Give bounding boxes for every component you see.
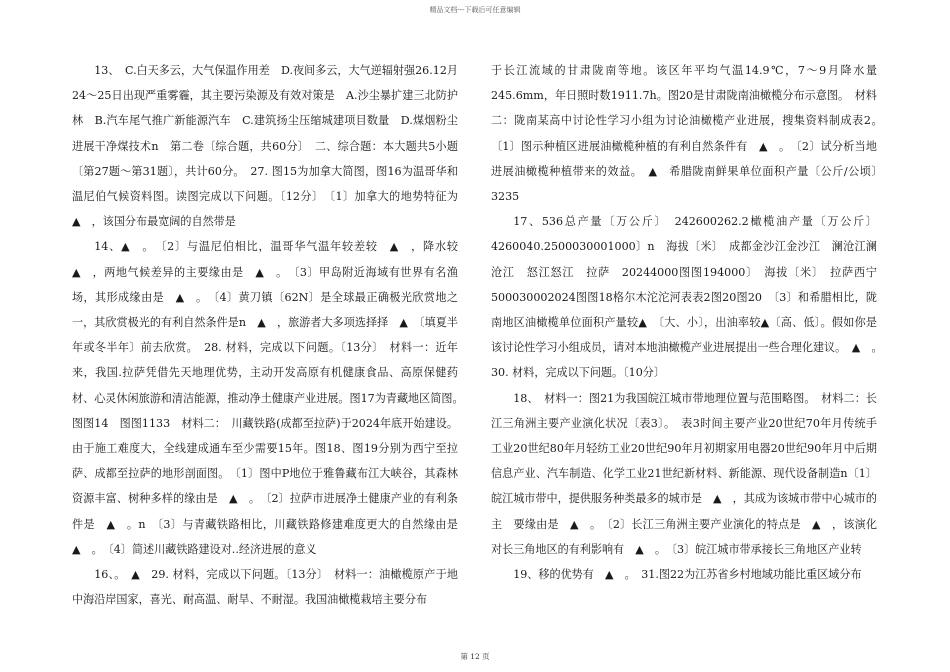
paragraph-q14: 14、▲ 。 〔2〕与温尼伯相比，温哥华气温年较差较 ▲ ，降水较 ▲ ，两地气候差异的主要缘由是 ▲ 。 〔3〕甲岛附近海域有世界有名渔场，其形成缘由是 ▲ 。 〔4〕黄刀镇〔62N〕是全球最正确极光欣赏地之一，其欣赏极光的有利自然条件是n ▲ ，旅游者大多项选择择 ▲ 〔填夏半年或冬半年〕前去欣赏。 28. 材料，完成以下问题。〔13分〕 材料一：近年来，我国.拉萨凭借先天地理优势，主动开发高原有机健康食品、高原保健药材、心灵休闲旅游和清洁能源，推动净土健康产业进展。图17为青藏地区简图。 图图14 图图1133 材料二： 川藏铁路(成都至拉萨)于2024年底开始建设。由于施工难度大，全线建成通车至少需要15年。图18、图19分别为西宁至拉萨、成都至拉萨的地形剖面图。 〔1〕图中P地位于雅鲁藏布江大峡谷，其森林资源丰富、树种多样的缘由是 ▲ 。 〔2〕拉萨市进展净土健康产业的有利条件是 ▲ 。n 〔3〕与青藏铁路相比，川藏铁路修建难度更大的自然缘由是 ▲ 。 〔4〕简述川藏铁路建设对..经济进展的意义 [72, 240, 470, 556]
page-footer: 第 12 页 [460, 652, 490, 661]
paragraph-q17: 17、536总产量〔万公斤〕 242600262.2橄榄油产量〔万公斤〕4260040.2500030001000〕n 海拔〔米〕 成都金沙江金沙江 澜沧江澜沧江 怒江怒江 拉萨 20244000图图194000〕 海拔〔米〕 拉萨西宁500030002024图图18格尔木沱沱河表表2图20图20 〔3〕和希腊相比，陇南地区油橄榄单位面积产量较▲ 〔大、小〕，出油率较▲〔高、低〕。假如你是该讨论性学习小组成员，请对本地油橄榄产业进展提出一些合理化建议。 ▲ 。 30. 材料，完成以下问题。〔10分〕 [491, 215, 889, 380]
paragraph-q18: 18、 材料一：图21为我国皖江城市带地理位置与范围略图。 材料二：长江三角洲主要产业演化状况〔表3〕。 表3时间主要产业20世纪70年月传统手工业20世纪80年月轻纺工业20世纪90年月初期家用电器20世纪90年月中后期信息产业、汽车制造、化学工业21世纪新材料、新能源、现代设备制造n〔1〕皖江城市带中，提供服务种类最多的城市是 ▲ ，其成为该城市带中心城市的主 要缘由是 ▲ 。 〔2〕长江三角洲主要产业演化的特点是 ▲ ，该演化对长三角地区的有利影响有 ▲ 。 〔3〕皖江城市带承接长三角地区产业转 [491, 391, 877, 556]
paragraph-q13: 13、 C.白天多云，大气保温作用差 D.夜间多云，大气逆辐射强26.12月24～25日出现严重雾霾，其主要污染源及有效对策是 A.沙尘暴扩建三北防护林 B.汽车尾气推广新能源汽车 C.建筑扬尘压缩城建项目数量 D.煤烟粉尘进展干净煤技术n 第二卷〔综合题，共60分〕 二、综合题：本大题共5小题〔第27题～第31题〕，共计60分。 27. 图15为加拿大简图，图16为温哥华和温尼伯气候资料图。读图完成以下问题。〔12分〕 〔1〕加拿大的地势特征为 ▲ ，该国分布最宽阔的自然带是 [72, 64, 470, 229]
paragraph-q29-cont: 于长江流域的甘肃陇南等地。该区年平均气温14.9℃，7～9月降水量245.6mm，年日照时数1911.7h。图20是甘肃陇南油橄榄分布示意图。 材料二：陇南某高中讨论性学习小组为讨论油橄榄产业进展，搜集资料制成表2。 〔1〕图示种植区进展油橄榄种植的有利自然条件有 ▲ 。 〔2〕试分析当地进展油橄榄种植带来的效益。 ▲ 希腊陇南鲜果单位面积产量〔公斤/公顷〕 3235 [491, 64, 889, 204]
paragraph-q16: 16、。 ▲ 29. 材料，完成以下问题。〔13分〕 材料一：油橄榄原产于地中海沿岸国家，喜光、耐高温、耐旱、不耐湿。我国油橄榄栽培主要分布 [72, 568, 458, 607]
page-header: 精品文档---下载后可任意编辑 [429, 6, 521, 14]
right-column [491, 58, 889, 587]
left-column [72, 58, 470, 612]
paragraph-q19: 19、移的优势有 ▲ 。 31.图22为江苏省乡村地域功能比重区域分布 [513, 568, 862, 582]
